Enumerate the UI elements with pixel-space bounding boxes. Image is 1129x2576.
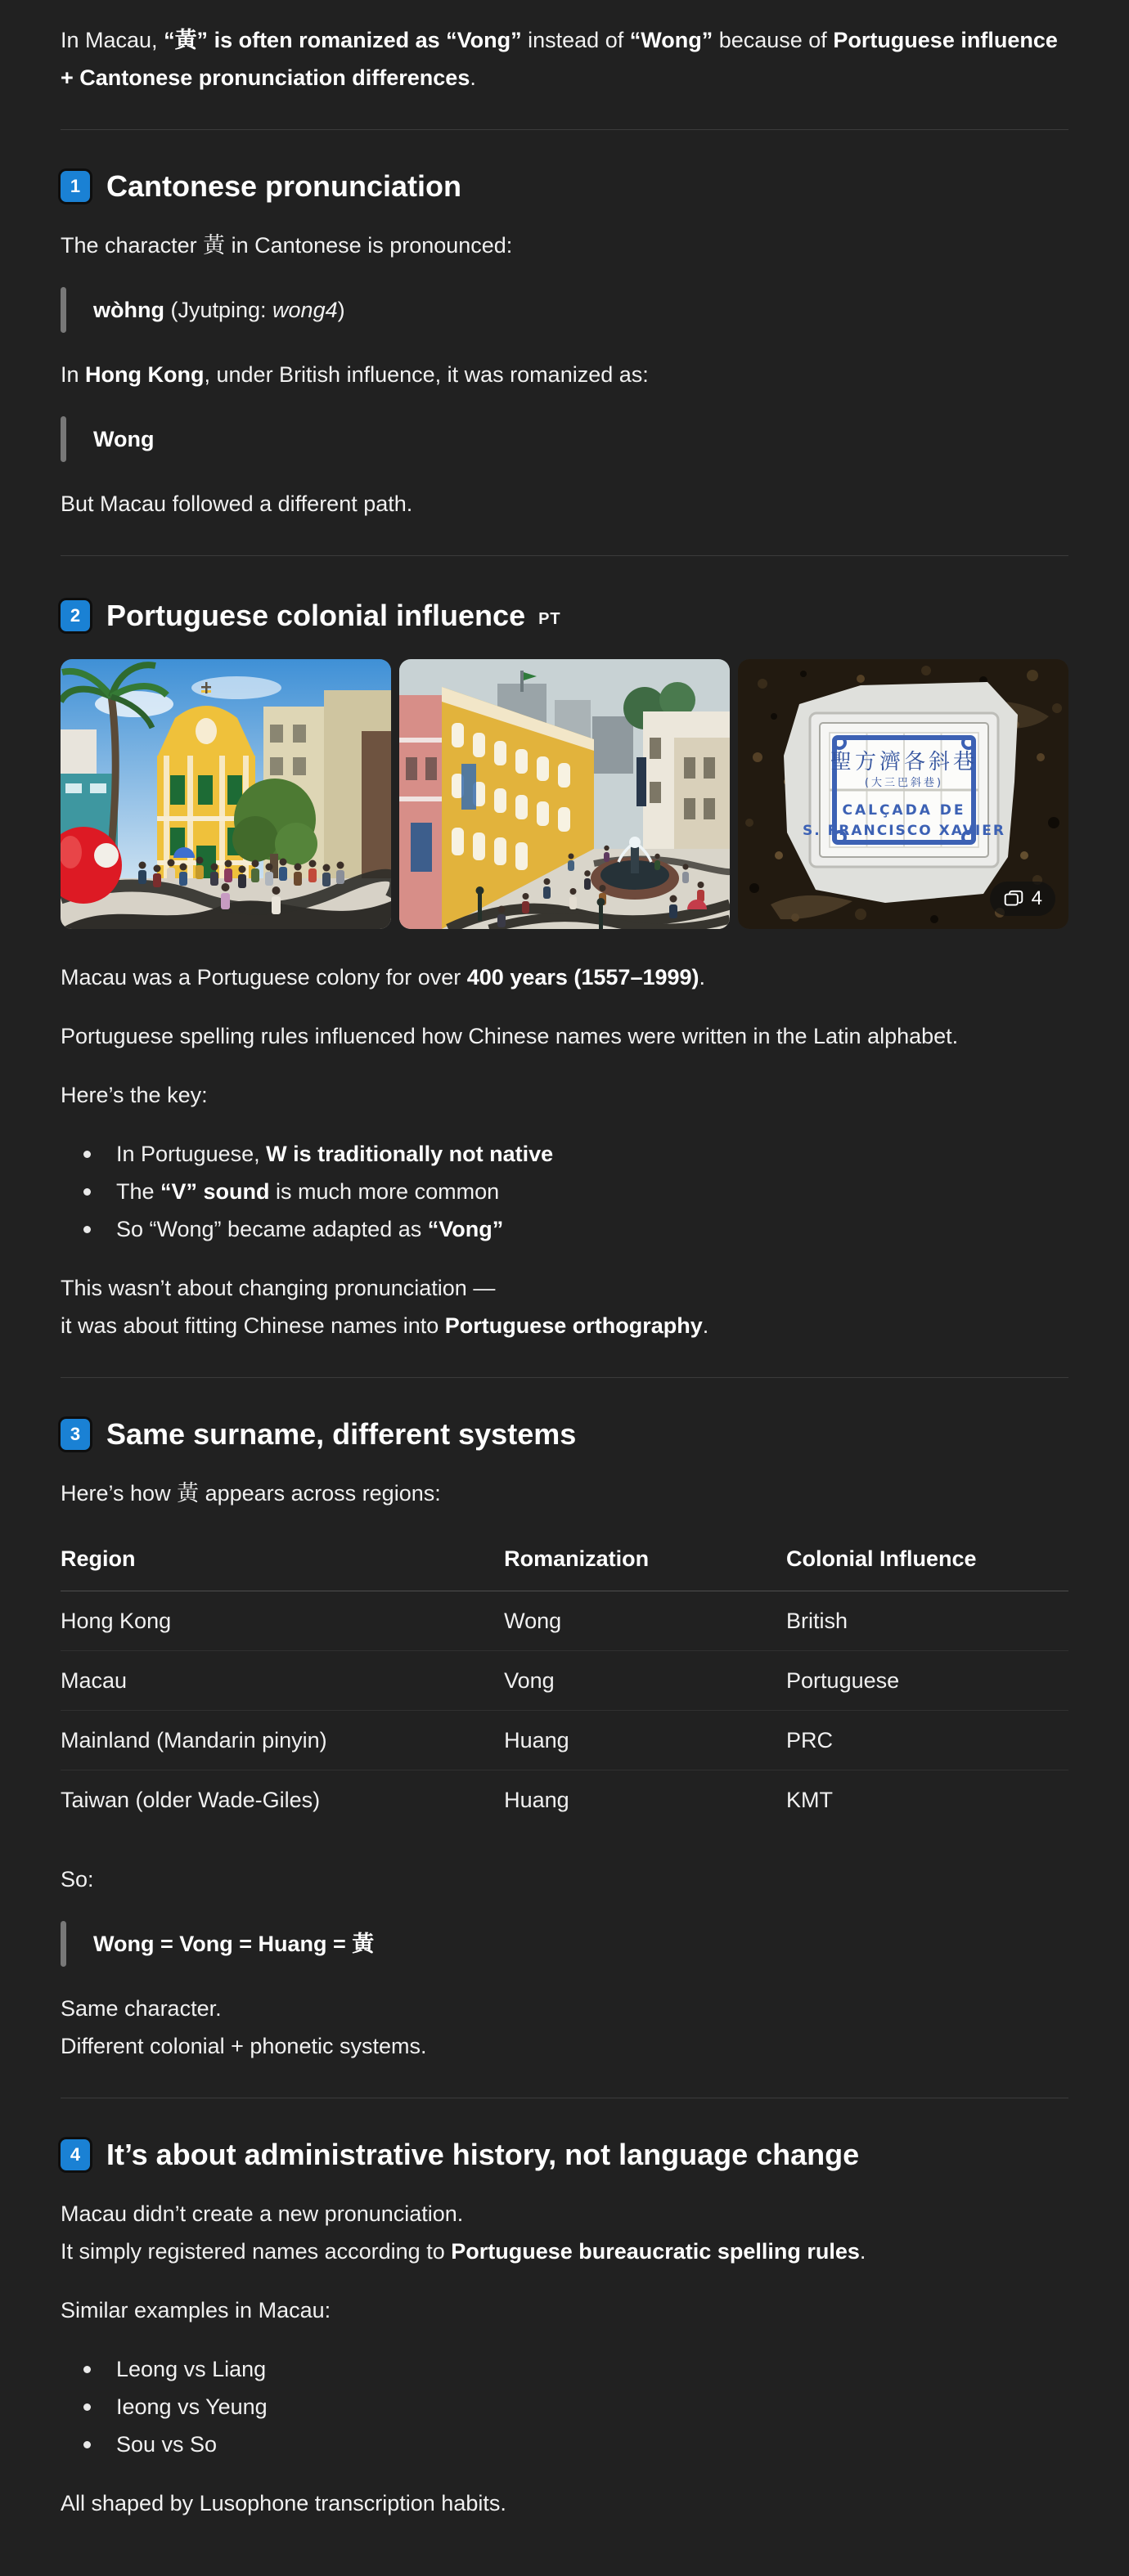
section-same-surname xyxy=(61,1416,1068,2065)
section-divider xyxy=(61,1377,1068,1378)
paragraph: Same character. Different colonial + phonetic systems. xyxy=(61,1996,427,2058)
photo-st-dominics-church[interactable] xyxy=(61,659,391,929)
photo-stack-icon xyxy=(1003,888,1024,909)
key-points-list xyxy=(61,1135,1068,1248)
table-cell: British xyxy=(786,1591,1068,1651)
table-row xyxy=(61,1651,1068,1711)
section-heading-1 xyxy=(61,168,1068,205)
paragraph: All shaped by Lusophone transcription habits. xyxy=(61,2491,506,2515)
section-divider xyxy=(61,555,1068,556)
table-cell: Hong Kong xyxy=(61,1591,504,1651)
examples-list xyxy=(61,2350,1068,2463)
paragraph: But Macau followed a different path. xyxy=(61,491,413,516)
table-cell: Vong xyxy=(504,1651,786,1711)
paragraph: This wasn’t about changing pronunciation — it was about fitting Chinese names into Portuguese orthography. xyxy=(61,1276,709,1338)
table-row xyxy=(61,1711,1068,1770)
section-heading-4 xyxy=(61,2136,1068,2174)
column-header: Colonial Influence xyxy=(786,1533,1068,1591)
paragraph: So: xyxy=(61,1867,94,1892)
list-item: In Portuguese, W is traditionally not native xyxy=(83,1135,1068,1173)
section-portuguese-influence xyxy=(61,594,1068,1344)
sign-latin-line2: S. FRANCISCO XAVIER xyxy=(803,823,1005,839)
paragraph: Similar examples in Macau: xyxy=(61,2298,331,2322)
section-title: Portuguese colonial influence xyxy=(106,599,526,632)
section-number-badge: 4 xyxy=(61,2139,90,2170)
column-header: Romanization xyxy=(504,1533,786,1591)
intro-paragraph: In Macau, “黃” is often romanized as “Vong” instead of “Wong” because of Portuguese influence + Cantonese pronunciation differences. xyxy=(61,28,1058,90)
sign-chinese-sub: (大三巴斜巷) xyxy=(864,777,944,789)
section-administrative-history xyxy=(61,2136,1068,2522)
list-item: Sou vs So xyxy=(83,2426,1068,2463)
paragraph: Portuguese spelling rules influenced how Chinese names were written in the Latin alphabet. xyxy=(61,1024,959,1048)
section-heading-2 xyxy=(61,594,1068,638)
table-cell: Mainland (Mandarin pinyin) xyxy=(61,1711,504,1770)
list-item: Ieong vs Yeung xyxy=(83,2388,1068,2426)
list-item: The “V” sound is much more common xyxy=(83,1173,1068,1210)
paragraph: Macau didn’t create a new pronunciation. It simply registered names according to Portuguese bureaucratic spelling rules. xyxy=(61,2201,866,2264)
paragraph: The character 黃 in Cantonese is pronounced: xyxy=(61,233,513,258)
senado-square-illustration xyxy=(399,659,730,929)
quote-text: wòhng (Jyutping: wong4) xyxy=(93,298,345,322)
table-header-row xyxy=(61,1533,1068,1591)
section-number-badge: 3 xyxy=(61,1419,90,1450)
photo-senado-square[interactable] xyxy=(399,659,730,929)
photo-count-number: 4 xyxy=(1031,887,1042,909)
table-cell: KMT xyxy=(786,1788,834,1812)
paragraph: Here’s the key: xyxy=(61,1083,208,1107)
section-heading-3 xyxy=(61,1416,1068,1453)
photo-count-badge[interactable] xyxy=(990,882,1055,916)
romanization-table xyxy=(61,1533,1068,1829)
table-row xyxy=(61,1770,1068,1830)
section-divider xyxy=(61,129,1068,130)
quote-block xyxy=(61,285,1068,334)
language-tag: PT xyxy=(538,610,561,628)
list-item: So “Wong” became adapted as “Vong” xyxy=(83,1210,1068,1248)
sign-chinese-main: 聖方濟各斜巷 xyxy=(830,750,978,774)
table-cell: Portuguese xyxy=(786,1651,1068,1711)
quote-block xyxy=(61,1919,1068,1968)
section-cantonese-pronunciation xyxy=(61,168,1068,523)
section-title: It’s about administrative history, not language change xyxy=(106,2138,860,2171)
paragraph: In Hong Kong, under British influence, it was romanized as: xyxy=(61,362,649,387)
paragraph: Here’s how 黃 appears across regions: xyxy=(61,1481,441,1506)
paragraph: Macau was a Portuguese colony for over 400 years (1557–1999). xyxy=(61,965,706,990)
quote-text: Wong xyxy=(93,427,155,451)
section-title: Cantonese pronunciation xyxy=(106,169,462,203)
section-number-badge: 1 xyxy=(61,171,90,202)
sign-latin-line1: CALÇADA DE xyxy=(842,802,966,819)
table-cell: PRC xyxy=(786,1711,1068,1770)
quote-text: Wong = Vong = Huang = 黃 xyxy=(93,1932,375,1956)
table-cell: Taiwan (older Wade-Giles) xyxy=(61,1788,321,1812)
quote-block xyxy=(61,415,1068,464)
column-header: Region xyxy=(61,1533,504,1591)
church-square-illustration xyxy=(61,659,391,929)
section-title: Same surname, different systems xyxy=(106,1417,577,1451)
table-cell: Huang xyxy=(504,1788,569,1812)
table-cell: Macau xyxy=(61,1651,504,1711)
table-cell: Huang xyxy=(504,1711,786,1770)
table-cell: Wong xyxy=(504,1591,786,1651)
section-number-badge: 2 xyxy=(61,600,90,631)
photo-street-sign[interactable] xyxy=(738,659,1068,929)
list-item: Leong vs Liang xyxy=(83,2350,1068,2388)
image-gallery xyxy=(61,659,1068,929)
table-row xyxy=(61,1591,1068,1651)
